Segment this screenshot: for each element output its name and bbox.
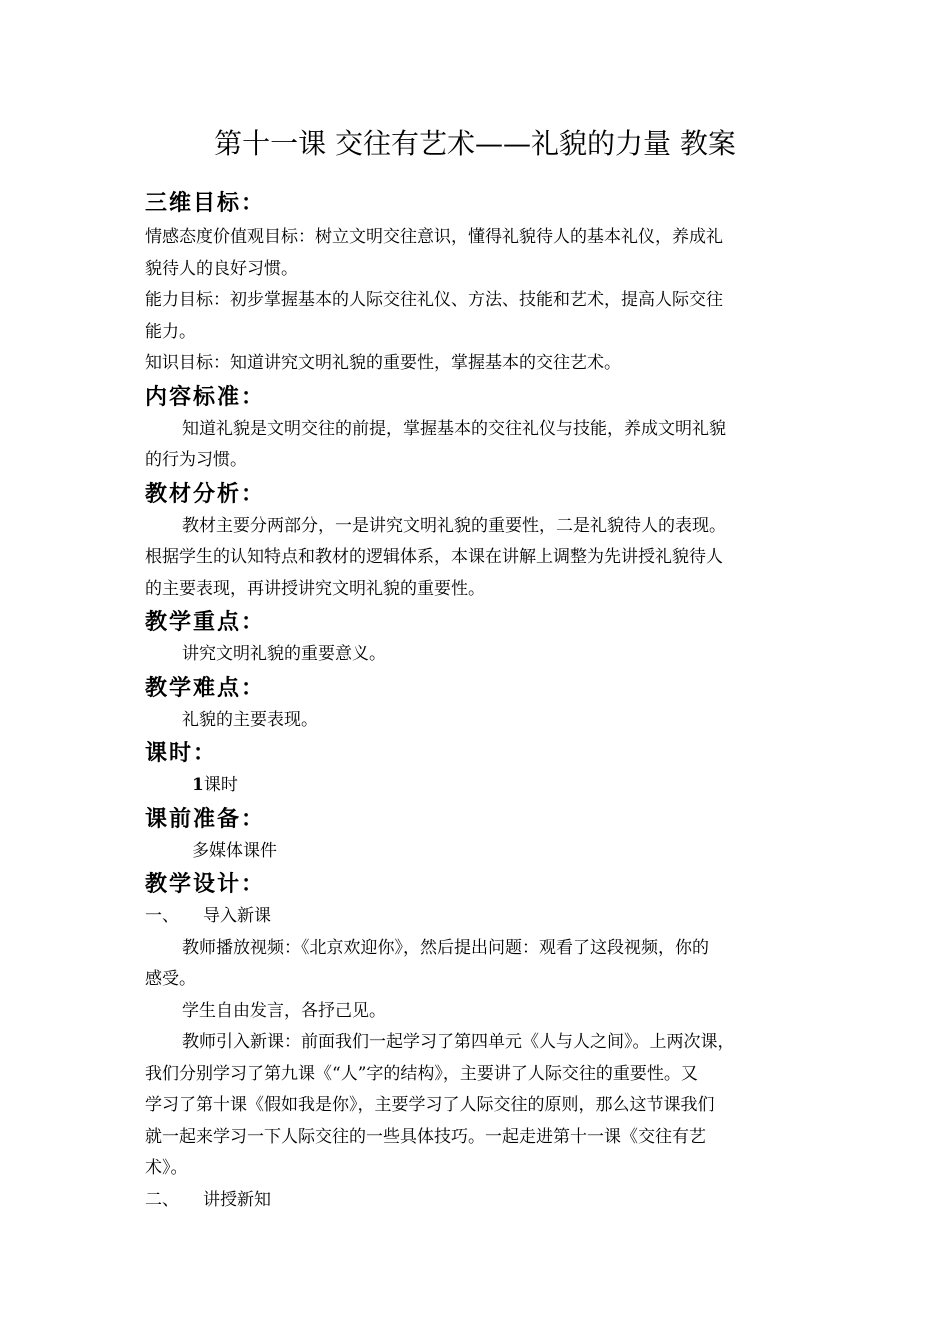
document-body [145,186,810,1216]
heading-hours: 课时： [145,740,218,766]
design-para3-line1: 教师引入新课：前面我们一起学习了第四单元《人与人之间》。上两次课， [182,1032,735,1052]
standard-line1: 知道礼貌是文明交往的前提，掌握基本的交往礼仪与技能，养成文明礼貌 [182,418,726,439]
heading-analysis: 教材分析： [145,480,266,507]
heading-difficulty: 教学难点： [145,674,266,701]
goal-ability-line2: 能力。 [145,321,196,342]
design-item-2-number: 二、 [145,1189,179,1210]
analysis-line3: 的主要表现，再讲授讲究文明礼貌的重要性。 [145,578,485,599]
goal-emotion-line1: 情感态度价值观目标：树立文明交往意识，懂得礼貌待人的基本礼仪，养成礼 [145,227,723,247]
design-item-1-number: 一、 [145,906,179,926]
hours-number: 1 [192,775,204,795]
analysis-line1: 教材主要分两部分，一是讲究文明礼貌的重要性，二是礼貌待人的表现。 [182,515,726,536]
heading-standard: 内容标准： [145,383,266,410]
heading-goals: 三维目标： [145,190,266,216]
key-point-text: 讲究文明礼貌的重要意义。 [182,644,386,664]
goal-knowledge: 知识目标：知道讲究文明礼貌的重要性，掌握基本的交往艺术。 [145,353,621,373]
analysis-line2: 根据学生的认知特点和教材的逻辑体系，本课在讲解上调整为先讲授礼貌待人 [145,547,723,567]
hours-unit: 课时 [203,775,238,795]
design-item-2-text: 讲授新知 [203,1189,271,1210]
design-para2: 学生自由发言，各抒己见。 [182,1000,386,1021]
difficulty-text: 礼貌的主要表现。 [182,709,318,730]
design-item-2 [145,1185,810,1217]
standard-line2: 的行为习惯。 [145,450,247,470]
heading-key-point: 教学重点： [145,609,266,635]
design-para3-line4: 就一起来学习一下人际交往的一些具体技巧。一起走进第十一课《交往有艺 [145,1126,706,1147]
goal-emotion-line2: 貌待人的良好习惯。 [145,258,298,279]
hours-text [145,770,810,802]
design-para1-line1: 教师播放视频：《北京欢迎你》，然后提出问题：观看了这段视频，你的 [182,937,709,958]
heading-design: 教学设计： [145,871,266,897]
design-item-1 [145,901,810,933]
design-item-1-text: 导入新课 [203,906,271,926]
design-para3-line2: 我们分别学习了第九课《“人”字的结构》，主要讲了人际交往的重要性。又 [145,1063,698,1084]
document-title: 第十一课 交往有艺术——礼貌的力量 教案 [214,127,736,160]
goal-ability-line1: 能力目标：初步掌握基本的人际交往礼仪、方法、技能和艺术，提高人际交往 [145,290,723,310]
design-para1-line2: 感受。 [145,969,196,989]
heading-prep: 课前准备： [145,805,266,832]
design-para3-line5: 术》。 [145,1158,188,1178]
prep-text: 多媒体课件 [192,840,277,861]
design-para3-line3: 学习了第十课《假如我是你》，主要学习了人际交往的原则，那么这节课我们 [145,1095,715,1115]
